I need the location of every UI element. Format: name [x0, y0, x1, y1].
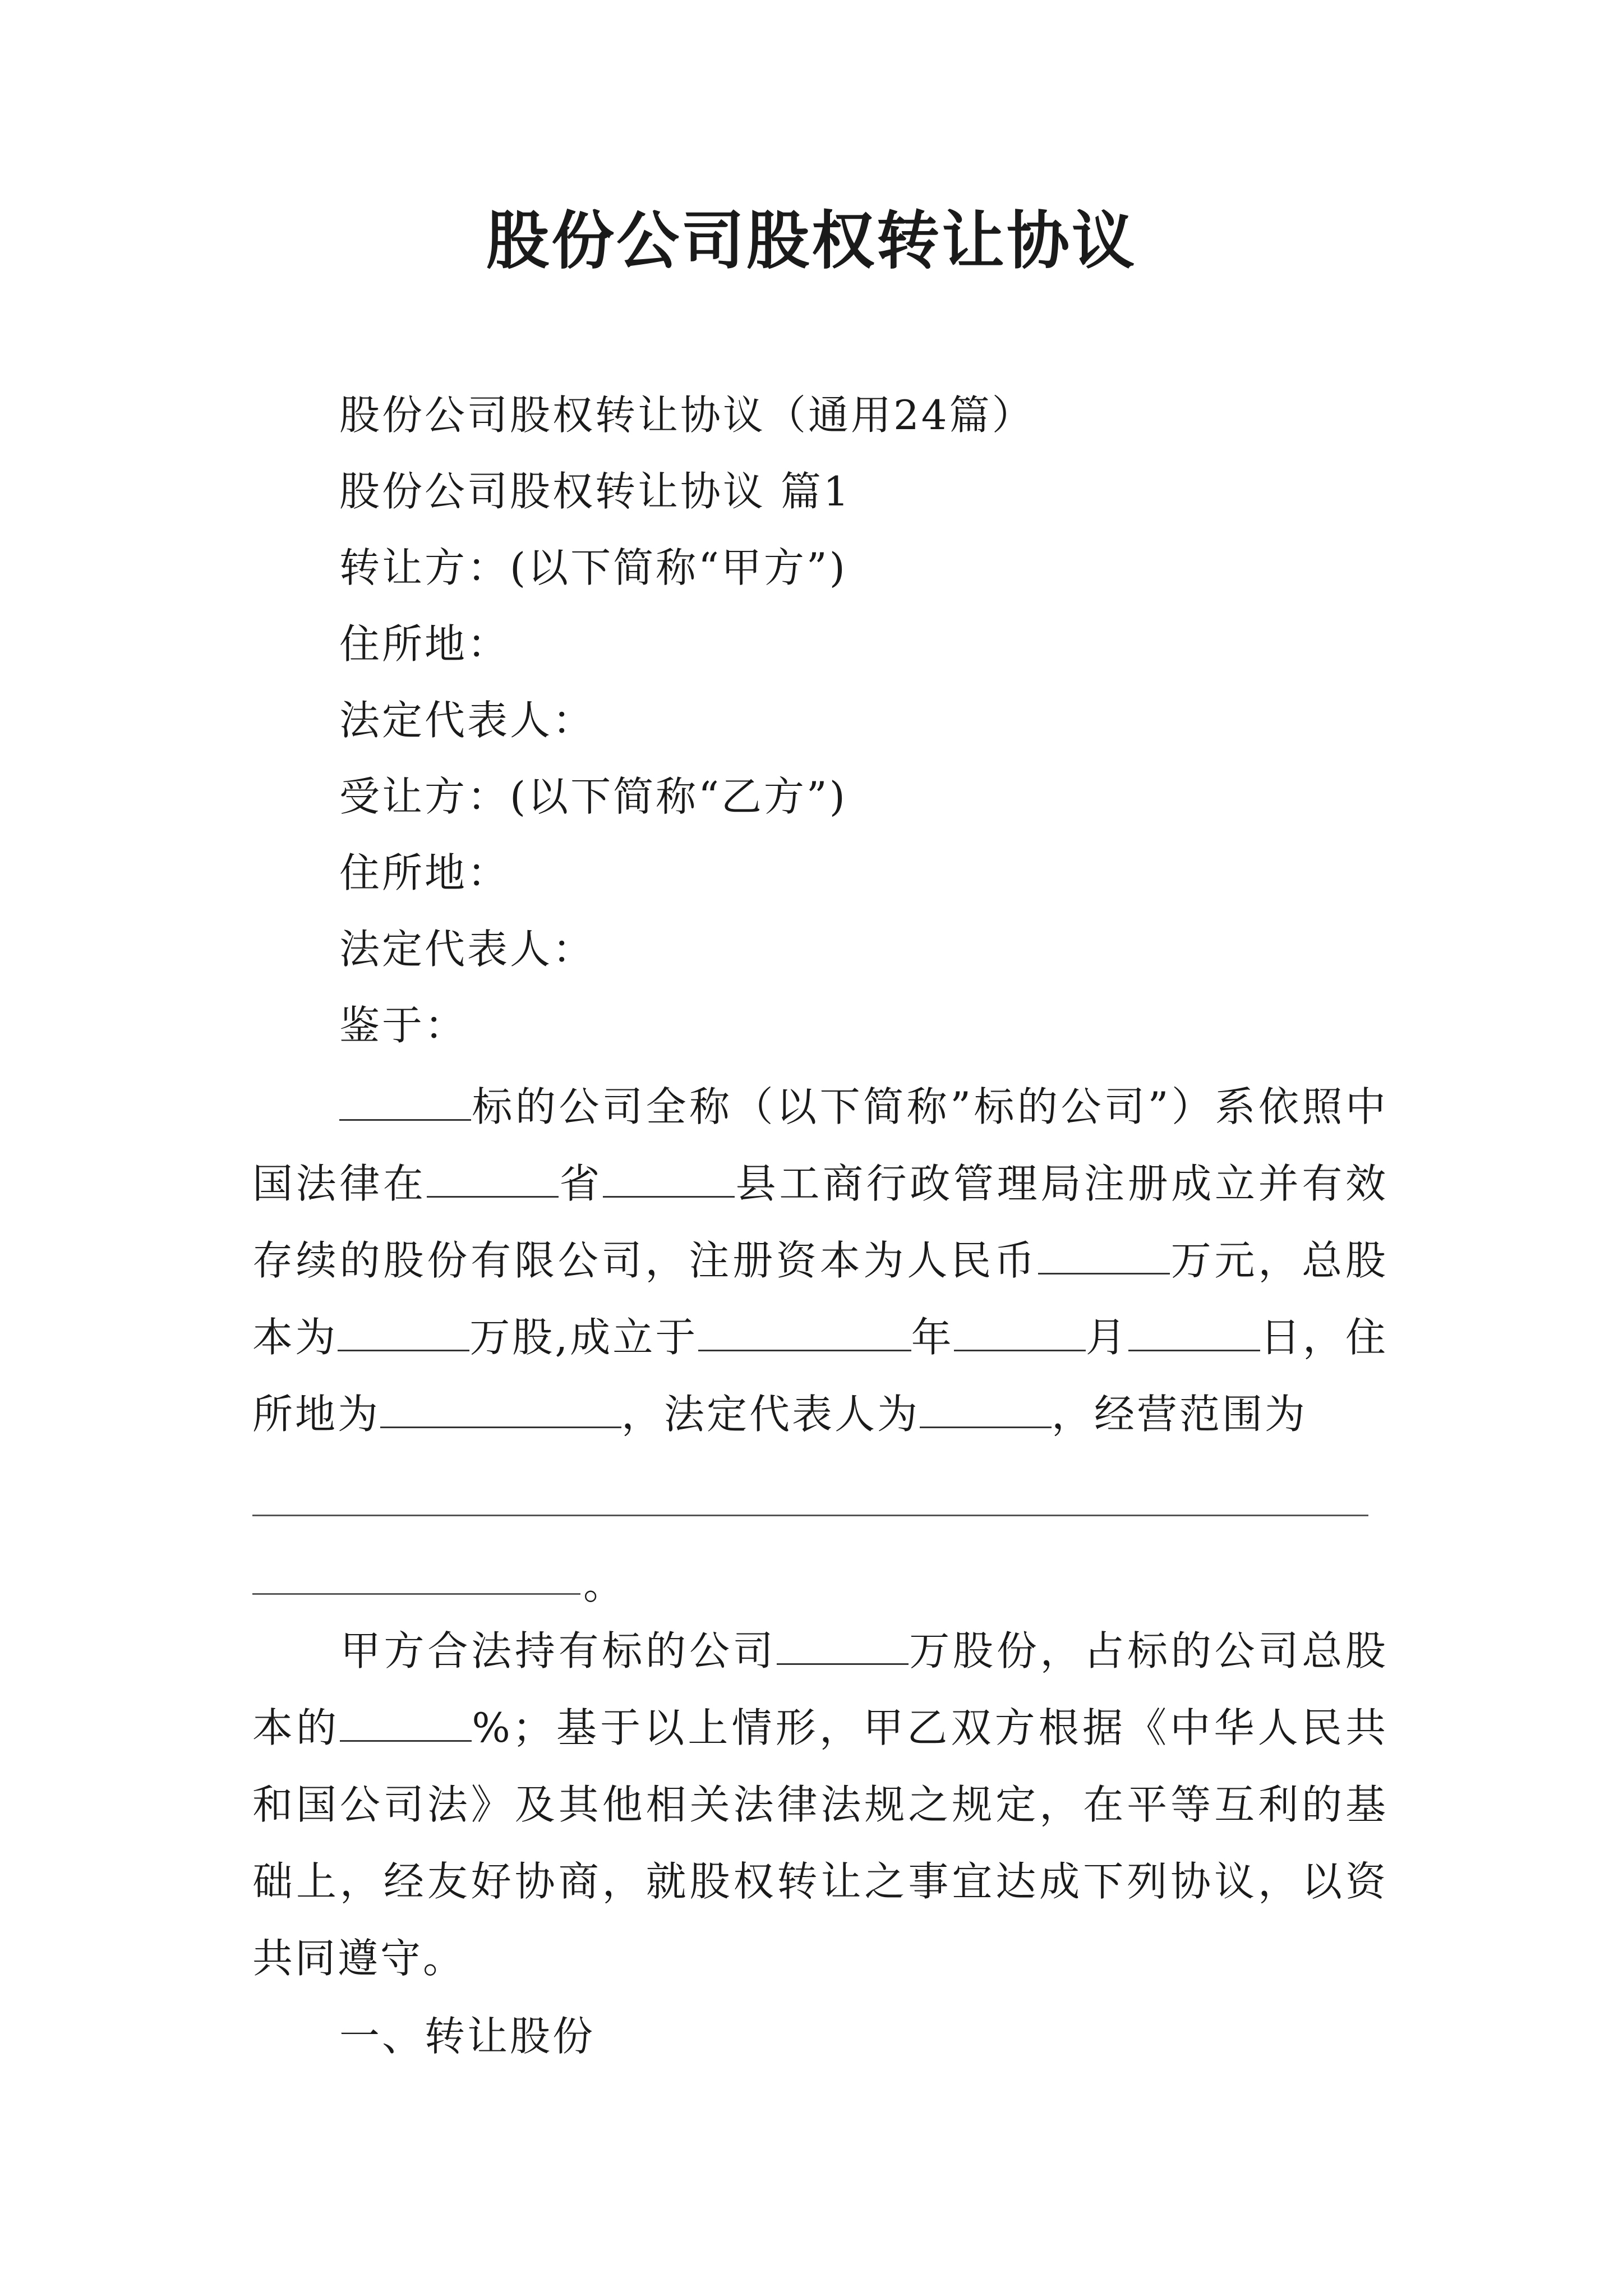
blank-field [339, 1083, 471, 1121]
blank-field [777, 1627, 909, 1665]
blank-field [603, 1159, 735, 1198]
transferee-representative: 法定代表人： [339, 926, 596, 973]
shareholding-paragraph: 甲方合法持有标的公司 万股份，占标的公司总股本的 %；基于以上情形，甲乙双方根据《中华人民共和国公司法》及其他相关法律法规之规定，在平等互利的基础上，经友好协商，就股权转让之事宜达成下列协议，以资共同遵守。 [252, 1627, 1388, 1982]
blank-field [954, 1313, 1086, 1351]
blank-field [1128, 1313, 1260, 1351]
blank-field [1038, 1236, 1170, 1274]
business-scope-blank-continued [252, 1593, 580, 1595]
blank-field [340, 1704, 472, 1742]
company-info-paragraph: 标的公司全称（以下简称”标的公司”）系依照中国法律在 省 县工商行政管理局注册成立并有效存续的股份有限公司，注册资本为人民币 万元，总股本为 万股,成立于 年 月 日，住所地为 ，法定代表人为 ，经营范围为 [252, 1083, 1388, 1438]
transferee-address: 住所地： [339, 849, 510, 896]
transferor-representative: 法定代表人： [339, 697, 596, 744]
sentence-period: 。 [583, 1561, 624, 1608]
subtitle: 股份公司股权转让协议（通用24篇） [339, 392, 1035, 439]
business-scope-blank [252, 1515, 1368, 1516]
blank-field [698, 1313, 911, 1351]
transferee-line: 受让方：(以下简称“乙方”) [339, 773, 847, 820]
chapter-heading: 股份公司股权转让协议 篇1 [339, 468, 851, 515]
transferor-line: 转让方：(以下简称“甲方”) [339, 544, 847, 591]
blank-field [920, 1390, 1052, 1428]
transferor-address: 住所地： [339, 620, 510, 668]
page-title: 股份公司股权转让协议 [486, 204, 1137, 278]
section-heading: 一、转让股份 [339, 2013, 596, 2060]
blank-field [380, 1390, 621, 1428]
blank-field [427, 1159, 559, 1198]
blank-field [338, 1313, 469, 1351]
whereas-label: 鉴于： [339, 1002, 468, 1049]
